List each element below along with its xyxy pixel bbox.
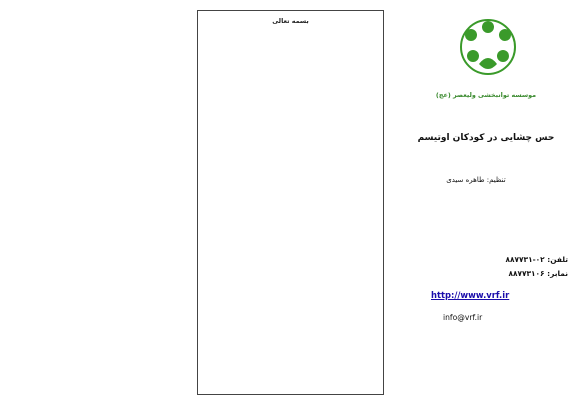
left-line [6,39,192,47]
middle-line [204,330,377,338]
middle-line [204,305,377,313]
middle-line [204,48,377,56]
middle-line [204,247,377,255]
author-label: تنظیم: [486,176,506,184]
left-line [6,155,192,163]
left-line [6,280,192,288]
middle-body [204,31,377,371]
left-line [6,338,192,346]
left-line [6,64,192,72]
left-line [6,164,192,172]
phone-line [388,256,568,264]
left-line [6,172,192,180]
left-line [6,180,192,188]
left-line [6,330,192,338]
middle-line [204,73,377,81]
left-line [6,213,192,221]
left-line [6,47,192,55]
left-line [6,81,192,89]
middle-line [204,239,377,247]
middle-line [204,272,377,280]
left-line [6,230,192,238]
middle-line [204,347,377,355]
middle-line [204,181,377,189]
left-line [6,56,192,64]
middle-line [204,139,377,147]
cover-panel [388,0,568,400]
author-name: طاهره سیدی [446,176,485,184]
website-link[interactable]: http://www.vrf.ir [431,290,510,300]
middle-title: بسمه تعالی [272,17,309,25]
email-address: info@vrf.ir [443,313,483,322]
middle-line [204,355,377,363]
author-line [416,176,536,184]
phone-number: ۰۲-۸۸۷۷۳۱ [505,255,545,264]
middle-line [204,255,377,263]
middle-line [204,314,377,322]
middle-line [204,206,377,214]
left-line [6,6,192,14]
middle-line [204,280,377,288]
left-line [6,197,192,205]
left-line [6,23,192,31]
logo [459,18,517,78]
middle-line [204,131,377,139]
left-line [6,114,192,122]
fax-line [388,270,568,278]
left-line [6,130,192,138]
left-line [6,313,192,321]
left-line [6,72,192,80]
middle-line [204,363,377,371]
middle-line [204,123,377,131]
left-line [6,263,192,271]
left-line [6,97,192,105]
middle-line [204,40,377,48]
middle-line [204,231,377,239]
middle-line [204,56,377,64]
left-line [6,147,192,155]
middle-line [204,156,377,164]
brochure-title: حس چشایی در کودکان اوتیسم [417,133,555,143]
phone-label: تلفن: [547,255,568,264]
logo-icon [459,18,517,78]
left-line [6,31,192,39]
organization-name: موسسه توانبخشی ولیعصر (عج) [435,91,537,99]
left-line [6,14,192,22]
middle-line [204,289,377,297]
middle-line [204,264,377,272]
left-line [6,238,192,246]
middle-panel [197,10,384,395]
left-line [6,247,192,255]
middle-line [204,81,377,89]
middle-line [204,31,377,39]
middle-line [204,148,377,156]
middle-line [204,114,377,122]
left-line [6,89,192,97]
left-line [6,296,192,304]
left-line [6,106,192,114]
fax-label: نمابر: [547,269,568,278]
middle-line [204,338,377,346]
left-line [6,305,192,313]
left-line [6,222,192,230]
middle-line [204,297,377,305]
middle-line [204,65,377,73]
left-line [6,321,192,329]
left-line [6,288,192,296]
middle-line [204,214,377,222]
left-line [6,255,192,263]
left-line [6,122,192,130]
left-line [6,139,192,147]
left-line [6,205,192,213]
middle-line [204,322,377,330]
middle-line [204,98,377,106]
left-panel [6,6,192,398]
left-line [6,272,192,280]
middle-line [204,197,377,205]
middle-line [204,89,377,97]
middle-line [204,164,377,172]
middle-line [204,222,377,230]
fax-number: ۸۸۷۷۳۱۰۶ [508,269,545,278]
middle-line [204,106,377,114]
middle-line [204,189,377,197]
left-line [6,189,192,197]
middle-line [204,172,377,180]
